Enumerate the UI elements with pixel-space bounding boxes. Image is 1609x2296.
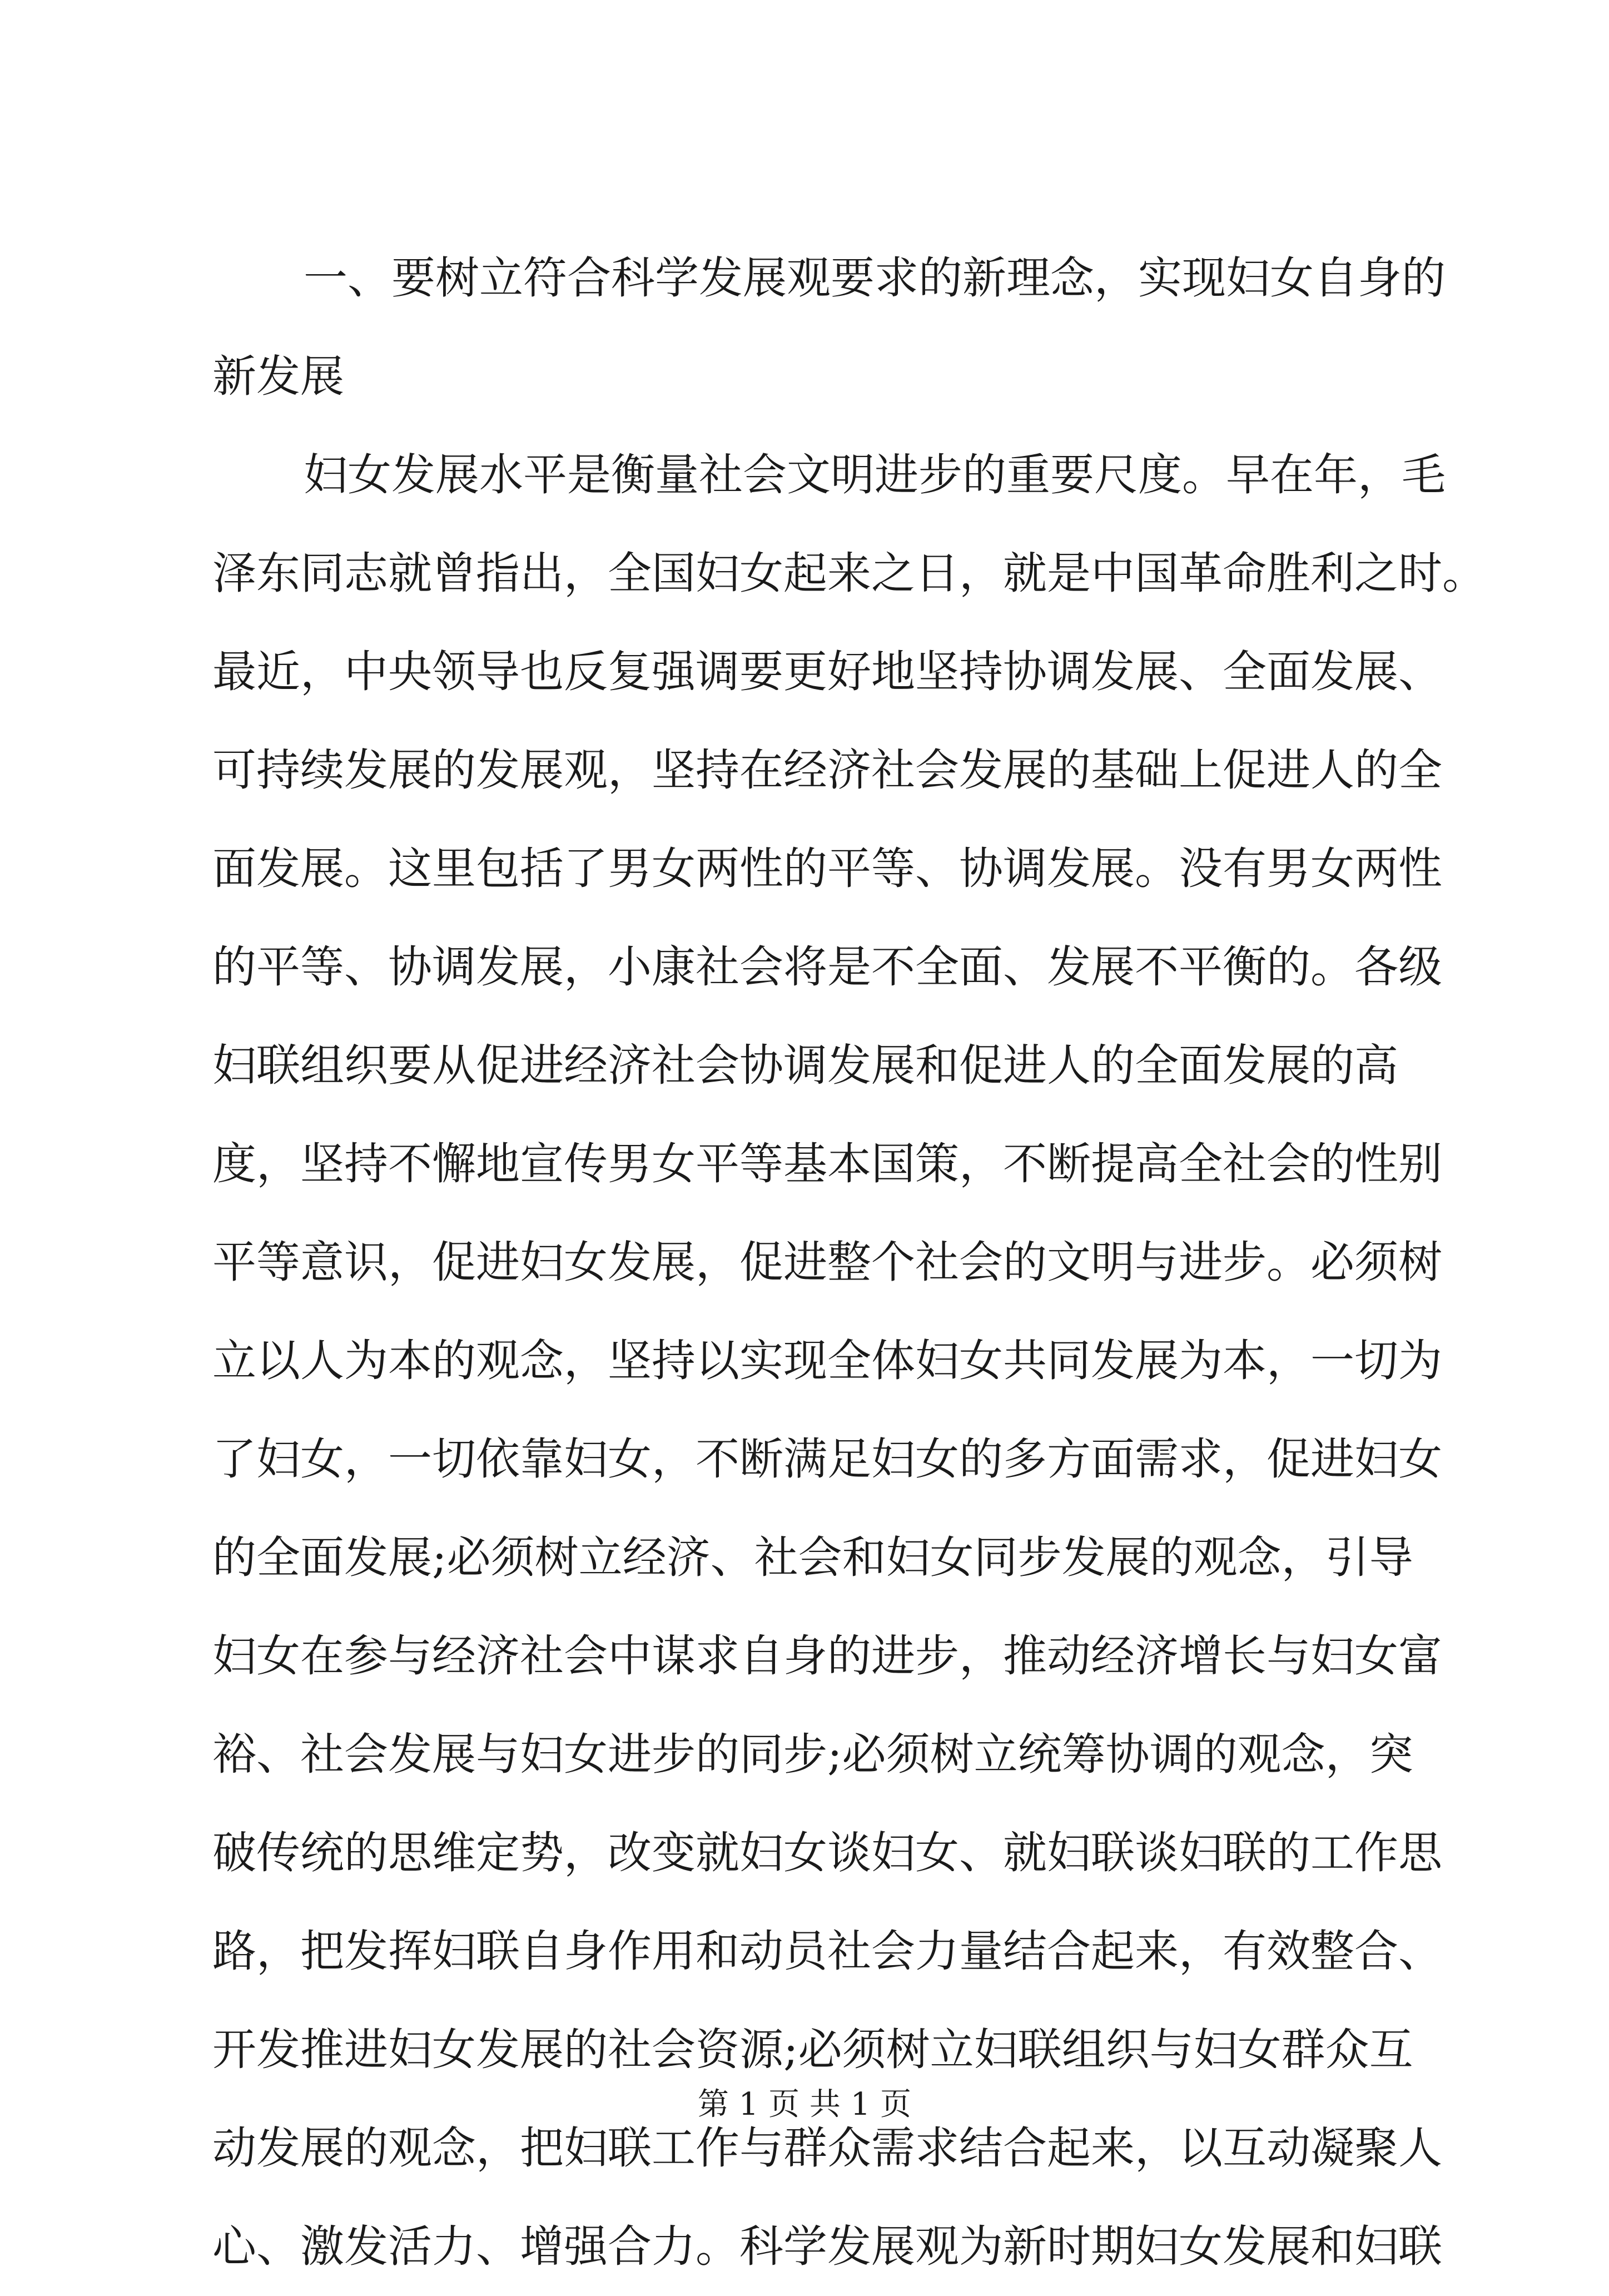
paragraph-line: 开发推进妇女发展的社会资源;必须树立妇联组织与妇女群众互 <box>212 2024 1413 2075</box>
paragraph-line: 妇联组织要从促进经济社会协调发展和促进人的全面发展的高 <box>212 1040 1398 1091</box>
paragraph-line: 度，坚持不懈地宣传男女平等基本国策，不断提高全社会的性别 <box>212 1138 1442 1189</box>
paragraph-line: 最近，中央领导也反复强调要更好地坚持协调发展、全面发展、 <box>212 646 1442 697</box>
paragraph-line: 的全面发展;必须树立经济、社会和妇女同步发展的观念，引导 <box>212 1532 1413 1583</box>
paragraph-line: 立以人为本的观念，坚持以实现全体妇女共同发展为本，一切为 <box>212 1335 1442 1386</box>
paragraph-line: 可持续发展的发展观，坚持在经济社会发展的基础上促进人的全 <box>212 745 1442 796</box>
paragraph-line: 心、激发活力、增强合力。科学发展观为新时期妇女发展和妇联 <box>212 2221 1442 2272</box>
paragraph-line: 的平等、协调发展，小康社会将是不全面、发展不平衡的。各级 <box>212 941 1442 993</box>
paragraph-line: 面发展。这里包括了男女两性的平等、协调发展。没有男女两性 <box>212 843 1442 894</box>
paragraph-line: 破传统的思维定势，改变就妇女谈妇女、就妇联谈妇联的工作思 <box>212 1827 1442 1878</box>
paragraph-line: 平等意识，促进妇女发展，促进整个社会的文明与进步。必须树 <box>212 1237 1442 1288</box>
document-body <box>212 229 1486 2296</box>
paragraph-line: 裕、社会发展与妇女进步的同步;必须树立统筹协调的观念，突 <box>212 1729 1413 1780</box>
heading-line-2: 新发展 <box>212 351 344 402</box>
paragraph-line: 了妇女，一切依靠妇女，不断满足妇女的多方面需求，促进妇女 <box>212 1434 1442 1485</box>
paragraph-line: 路，把发挥妇联自身作用和动员社会力量结合起来，有效整合、 <box>212 1926 1442 1977</box>
paragraph-line: 泽东同志就曾指出，全国妇女起来之日，就是中国革命胜利之时。 <box>212 548 1486 599</box>
paragraph-line: 妇女在参与经济社会中谋求自身的进步，推动经济增长与妇女富 <box>212 1630 1442 1682</box>
paragraph-line: 妇女发展水平是衡量社会文明进步的重要尺度。早在年，毛 <box>304 449 1446 500</box>
heading-line-1: 一、要树立符合科学发展观要求的新理念，实现妇女自身的 <box>304 252 1446 304</box>
paragraph-line: 动发展的观念，把妇联工作与群众需求结合起来，以互动凝聚人 <box>212 2123 1442 2174</box>
page-footer: 第 1 页 共 1 页 <box>697 2086 912 2123</box>
